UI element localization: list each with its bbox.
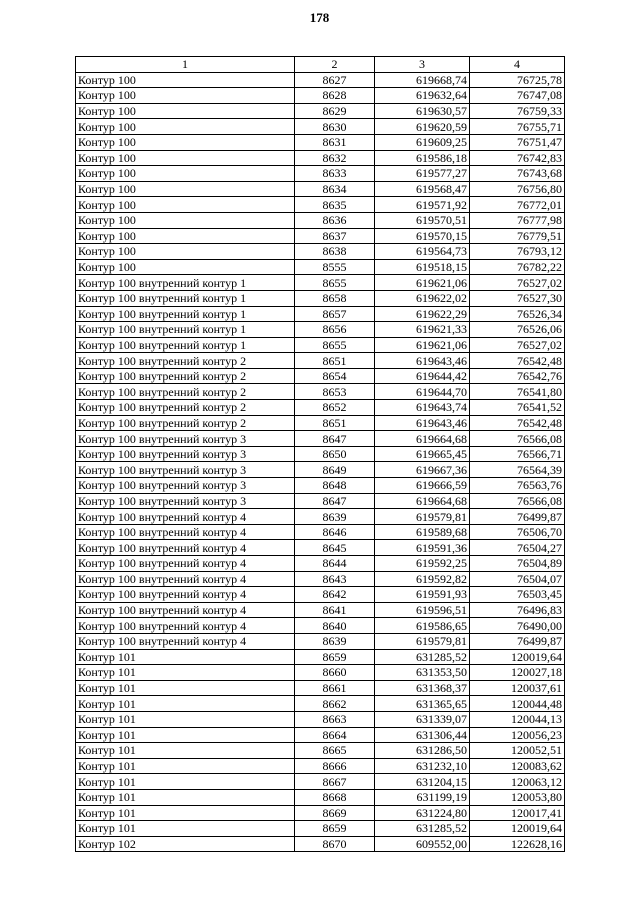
point-number-cell: 8633: [295, 166, 375, 182]
point-number-cell: 8668: [295, 789, 375, 805]
table-row: [76, 337, 565, 353]
contour-name-cell: Контур 102: [76, 836, 295, 852]
table-row: [76, 134, 565, 150]
point-number-cell: 8669: [295, 805, 375, 821]
coordinate-x-cell: 619632,64: [375, 88, 470, 104]
point-number-cell: 8646: [295, 524, 375, 540]
contour-name-cell: Контур 100 внутренний контур 3: [76, 431, 295, 447]
contour-name-cell: Контур 100: [76, 212, 295, 228]
coordinate-x-cell: 619621,06: [375, 275, 470, 291]
table-row: [76, 680, 565, 696]
table-row: [76, 244, 565, 260]
table-row: [76, 103, 565, 119]
contour-name-cell: Контур 100: [76, 197, 295, 213]
table-row: [76, 836, 565, 852]
coordinates-table: [75, 56, 565, 852]
coordinate-x-cell: 619620,59: [375, 119, 470, 135]
point-number-cell: 8650: [295, 446, 375, 462]
table-row: [76, 353, 565, 369]
contour-name-cell: Контур 100 внутренний контур 1: [76, 290, 295, 306]
contour-name-cell: Контур 100 внутренний контур 1: [76, 306, 295, 322]
contour-name-cell: Контур 100 внутренний контур 4: [76, 587, 295, 603]
point-number-cell: 8652: [295, 400, 375, 416]
point-number-cell: 8629: [295, 103, 375, 119]
coordinate-x-cell: 619664,68: [375, 493, 470, 509]
table-row: [76, 540, 565, 556]
coordinate-y-cell: 120037,61: [470, 680, 565, 696]
contour-name-cell: Контур 100 внутренний контур 1: [76, 275, 295, 291]
table-row: [76, 509, 565, 525]
coordinate-x-cell: 619579,81: [375, 509, 470, 525]
coordinate-x-cell: 619622,29: [375, 306, 470, 322]
coordinate-y-cell: 76793,12: [470, 244, 565, 260]
coordinate-x-cell: 619621,33: [375, 322, 470, 338]
column-header-3: 3: [375, 57, 470, 73]
point-number-cell: 8636: [295, 212, 375, 228]
contour-name-cell: Контур 100: [76, 134, 295, 150]
table-row: [76, 431, 565, 447]
point-number-cell: 8665: [295, 743, 375, 759]
table-row: [76, 462, 565, 478]
table-row: [76, 259, 565, 275]
contour-name-cell: Контур 100 внутренний контур 2: [76, 353, 295, 369]
coordinate-y-cell: 76779,51: [470, 228, 565, 244]
point-number-cell: 8642: [295, 587, 375, 603]
coordinate-y-cell: 76541,80: [470, 384, 565, 400]
table-row: [76, 88, 565, 104]
table-row: [76, 758, 565, 774]
contour-name-cell: Контур 100 внутренний контур 2: [76, 384, 295, 400]
contour-name-cell: Контур 100 внутренний контур 2: [76, 368, 295, 384]
table-row: [76, 618, 565, 634]
point-number-cell: 8659: [295, 821, 375, 837]
table-row: [76, 415, 565, 431]
coordinate-y-cell: 76542,48: [470, 415, 565, 431]
table-row: [76, 181, 565, 197]
coordinate-y-cell: 76527,02: [470, 275, 565, 291]
coordinate-x-cell: 619609,25: [375, 134, 470, 150]
point-number-cell: 8663: [295, 711, 375, 727]
point-number-cell: 8661: [295, 680, 375, 696]
coordinate-y-cell: 76725,78: [470, 72, 565, 88]
table-row: [76, 587, 565, 603]
point-number-cell: 8647: [295, 431, 375, 447]
point-number-cell: 8667: [295, 774, 375, 790]
contour-name-cell: Контур 101: [76, 680, 295, 696]
coordinate-x-cell: 631368,37: [375, 680, 470, 696]
coordinate-y-cell: 76506,70: [470, 524, 565, 540]
coordinate-y-cell: 76526,06: [470, 322, 565, 338]
table-row: [76, 633, 565, 649]
contour-name-cell: Контур 100 внутренний контур 3: [76, 446, 295, 462]
coordinate-y-cell: 76563,76: [470, 478, 565, 494]
point-number-cell: 8656: [295, 322, 375, 338]
contour-name-cell: Контур 101: [76, 758, 295, 774]
table-row: [76, 322, 565, 338]
point-number-cell: 8654: [295, 368, 375, 384]
coordinate-x-cell: 619518,15: [375, 259, 470, 275]
contour-name-cell: Контур 101: [76, 789, 295, 805]
table-row: [76, 446, 565, 462]
coordinate-y-cell: 76566,08: [470, 493, 565, 509]
table-row: [76, 711, 565, 727]
coordinate-y-cell: 76504,89: [470, 556, 565, 572]
contour-name-cell: Контур 100 внутренний контур 3: [76, 493, 295, 509]
coordinate-x-cell: 619571,92: [375, 197, 470, 213]
page-number: 178: [309, 10, 330, 25]
coordinate-x-cell: 631232,10: [375, 758, 470, 774]
contour-name-cell: Контур 101: [76, 727, 295, 743]
coordinate-x-cell: 619592,25: [375, 556, 470, 572]
point-number-cell: 8641: [295, 602, 375, 618]
coordinate-y-cell: 120053,80: [470, 789, 565, 805]
coordinate-y-cell: 76566,71: [470, 446, 565, 462]
point-number-cell: 8651: [295, 353, 375, 369]
contour-name-cell: Контур 100: [76, 103, 295, 119]
table-row: [76, 524, 565, 540]
coordinate-y-cell: 120019,64: [470, 649, 565, 665]
coordinate-x-cell: 619568,47: [375, 181, 470, 197]
contour-name-cell: Контур 100 внутренний контур 4: [76, 540, 295, 556]
point-number-cell: 8649: [295, 462, 375, 478]
contour-name-cell: Контур 100: [76, 181, 295, 197]
point-number-cell: 8662: [295, 696, 375, 712]
coordinate-x-cell: 619591,36: [375, 540, 470, 556]
point-number-cell: 8647: [295, 493, 375, 509]
point-number-cell: 8628: [295, 88, 375, 104]
coordinate-x-cell: 619589,68: [375, 524, 470, 540]
coordinate-x-cell: 619592,82: [375, 571, 470, 587]
coordinate-x-cell: 619570,15: [375, 228, 470, 244]
coordinate-x-cell: 631199,19: [375, 789, 470, 805]
coordinate-y-cell: 122628,16: [470, 836, 565, 852]
point-number-cell: 8655: [295, 275, 375, 291]
coordinate-y-cell: 76777,98: [470, 212, 565, 228]
point-number-cell: 8632: [295, 150, 375, 166]
coordinate-y-cell: 76504,07: [470, 571, 565, 587]
point-number-cell: 8640: [295, 618, 375, 634]
coordinate-y-cell: 76499,87: [470, 633, 565, 649]
contour-name-cell: Контур 101: [76, 774, 295, 790]
point-number-cell: 8648: [295, 478, 375, 494]
contour-name-cell: Контур 101: [76, 711, 295, 727]
coordinate-x-cell: 631285,52: [375, 649, 470, 665]
table-row: [76, 275, 565, 291]
coordinate-x-cell: 609552,00: [375, 836, 470, 852]
point-number-cell: 8645: [295, 540, 375, 556]
coordinate-x-cell: 631285,52: [375, 821, 470, 837]
point-number-cell: 8657: [295, 306, 375, 322]
coordinate-x-cell: 619579,81: [375, 633, 470, 649]
coordinate-y-cell: 76490,00: [470, 618, 565, 634]
coordinate-y-cell: 76742,83: [470, 150, 565, 166]
contour-name-cell: Контур 100 внутренний контур 2: [76, 415, 295, 431]
coordinate-x-cell: 619586,18: [375, 150, 470, 166]
contour-name-cell: Контур 100 внутренний контур 4: [76, 524, 295, 540]
table-row: [76, 368, 565, 384]
point-number-cell: 8630: [295, 119, 375, 135]
table-row: [76, 571, 565, 587]
table-header: [76, 57, 565, 73]
table-row: [76, 789, 565, 805]
point-number-cell: 8670: [295, 836, 375, 852]
contour-name-cell: Контур 101: [76, 696, 295, 712]
table-row: [76, 72, 565, 88]
contour-name-cell: Контур 100: [76, 88, 295, 104]
coordinate-y-cell: 120083,62: [470, 758, 565, 774]
contour-name-cell: Контур 101: [76, 665, 295, 681]
coordinate-x-cell: 619596,51: [375, 602, 470, 618]
table-row: [76, 119, 565, 135]
coordinate-x-cell: 619643,74: [375, 400, 470, 416]
coordinate-y-cell: 76564,39: [470, 462, 565, 478]
point-number-cell: 8643: [295, 571, 375, 587]
contour-name-cell: Контур 100: [76, 150, 295, 166]
table-row: [76, 743, 565, 759]
point-number-cell: 8638: [295, 244, 375, 260]
coordinate-y-cell: 76503,45: [470, 587, 565, 603]
table-row: [76, 166, 565, 182]
contour-name-cell: Контур 100: [76, 166, 295, 182]
header-row: [76, 57, 565, 73]
coordinate-x-cell: 619570,51: [375, 212, 470, 228]
point-number-cell: 8653: [295, 384, 375, 400]
point-number-cell: 8639: [295, 509, 375, 525]
coordinate-y-cell: 120019,64: [470, 821, 565, 837]
table-row: [76, 727, 565, 743]
contour-name-cell: Контур 100: [76, 244, 295, 260]
column-header-2: 2: [295, 57, 375, 73]
coordinate-x-cell: 619643,46: [375, 353, 470, 369]
point-number-cell: 8627: [295, 72, 375, 88]
contour-name-cell: Контур 100: [76, 259, 295, 275]
contour-name-cell: Контур 100 внутренний контур 3: [76, 478, 295, 494]
contour-name-cell: Контур 101: [76, 805, 295, 821]
contour-name-cell: Контур 101: [76, 821, 295, 837]
coordinate-x-cell: 631306,44: [375, 727, 470, 743]
table-row: [76, 774, 565, 790]
point-number-cell: 8644: [295, 556, 375, 572]
coordinate-y-cell: 76747,08: [470, 88, 565, 104]
coordinate-x-cell: 619621,06: [375, 337, 470, 353]
table-row: [76, 556, 565, 572]
contour-name-cell: Контур 100 внутренний контур 4: [76, 509, 295, 525]
coordinate-y-cell: 76496,83: [470, 602, 565, 618]
point-number-cell: 8659: [295, 649, 375, 665]
point-number-cell: 8655: [295, 337, 375, 353]
table-row: [76, 228, 565, 244]
coordinate-y-cell: 76751,47: [470, 134, 565, 150]
table-row: [76, 493, 565, 509]
coordinate-y-cell: 76542,76: [470, 368, 565, 384]
coordinate-y-cell: 76542,48: [470, 353, 565, 369]
contour-name-cell: Контур 100: [76, 72, 295, 88]
coordinate-y-cell: 76743,68: [470, 166, 565, 182]
coordinate-y-cell: 76541,52: [470, 400, 565, 416]
table-row: [76, 197, 565, 213]
coordinate-x-cell: 631339,07: [375, 711, 470, 727]
table-row: [76, 400, 565, 416]
contour-name-cell: Контур 100 внутренний контур 3: [76, 462, 295, 478]
contour-name-cell: Контур 100 внутренний контур 1: [76, 337, 295, 353]
coordinate-x-cell: 619643,46: [375, 415, 470, 431]
coordinate-x-cell: 619622,02: [375, 290, 470, 306]
table-row: [76, 696, 565, 712]
contour-name-cell: Контур 100 внутренний контур 4: [76, 633, 295, 649]
coordinate-x-cell: 631353,50: [375, 665, 470, 681]
coordinate-x-cell: 619586,65: [375, 618, 470, 634]
coordinate-x-cell: 619667,36: [375, 462, 470, 478]
point-number-cell: 8634: [295, 181, 375, 197]
table-row: [76, 150, 565, 166]
column-header-4: 4: [470, 57, 565, 73]
coordinate-y-cell: 120044,48: [470, 696, 565, 712]
point-number-cell: 8635: [295, 197, 375, 213]
coordinate-y-cell: 76504,27: [470, 540, 565, 556]
table-row: [76, 478, 565, 494]
point-number-cell: 8660: [295, 665, 375, 681]
coordinate-x-cell: 619577,27: [375, 166, 470, 182]
table-row: [76, 306, 565, 322]
contour-name-cell: Контур 100 внутренний контур 4: [76, 571, 295, 587]
coordinate-x-cell: 619644,70: [375, 384, 470, 400]
coordinate-y-cell: 76527,02: [470, 337, 565, 353]
coordinate-x-cell: 619630,57: [375, 103, 470, 119]
coordinate-y-cell: 76499,87: [470, 509, 565, 525]
contour-name-cell: Контур 100 внутренний контур 4: [76, 618, 295, 634]
coordinate-y-cell: 76526,34: [470, 306, 565, 322]
table-row: [76, 602, 565, 618]
point-number-cell: 8637: [295, 228, 375, 244]
coordinate-y-cell: 120017,41: [470, 805, 565, 821]
table-row: [76, 290, 565, 306]
table-row: [76, 665, 565, 681]
coordinate-y-cell: 120044,13: [470, 711, 565, 727]
coordinate-x-cell: 631286,50: [375, 743, 470, 759]
coordinate-y-cell: 76566,08: [470, 431, 565, 447]
contour-name-cell: Контур 101: [76, 743, 295, 759]
coordinate-x-cell: 619668,74: [375, 72, 470, 88]
coordinate-x-cell: 619644,42: [375, 368, 470, 384]
coordinate-x-cell: 619664,68: [375, 431, 470, 447]
table-row: [76, 805, 565, 821]
coordinate-x-cell: 619666,59: [375, 478, 470, 494]
coordinate-y-cell: 76756,80: [470, 181, 565, 197]
point-number-cell: 8651: [295, 415, 375, 431]
coordinate-x-cell: 619564,73: [375, 244, 470, 260]
coordinate-y-cell: 76755,71: [470, 119, 565, 135]
coordinate-y-cell: 76772,01: [470, 197, 565, 213]
coordinate-y-cell: 76759,33: [470, 103, 565, 119]
table-row: [76, 384, 565, 400]
column-header-1: 1: [76, 57, 295, 73]
point-number-cell: 8555: [295, 259, 375, 275]
coordinate-y-cell: 76782,22: [470, 259, 565, 275]
coordinate-x-cell: 631365,65: [375, 696, 470, 712]
contour-name-cell: Контур 100 внутренний контур 2: [76, 400, 295, 416]
table-body: [76, 72, 565, 852]
table-row: [76, 821, 565, 837]
coordinate-x-cell: 619665,45: [375, 446, 470, 462]
contour-name-cell: Контур 100 внутренний контур 4: [76, 556, 295, 572]
coordinate-x-cell: 631204,15: [375, 774, 470, 790]
coordinate-x-cell: 619591,93: [375, 587, 470, 603]
coordinate-y-cell: 120027,18: [470, 665, 565, 681]
coordinate-y-cell: 120063,12: [470, 774, 565, 790]
point-number-cell: 8639: [295, 633, 375, 649]
contour-name-cell: Контур 100 внутренний контур 4: [76, 602, 295, 618]
table-row: [76, 649, 565, 665]
contour-name-cell: Контур 100: [76, 119, 295, 135]
table-row: [76, 212, 565, 228]
point-number-cell: 8658: [295, 290, 375, 306]
coordinate-y-cell: 76527,30: [470, 290, 565, 306]
coordinate-x-cell: 631224,80: [375, 805, 470, 821]
contour-name-cell: Контур 101: [76, 649, 295, 665]
contour-name-cell: Контур 100 внутренний контур 1: [76, 322, 295, 338]
point-number-cell: 8666: [295, 758, 375, 774]
point-number-cell: 8631: [295, 134, 375, 150]
point-number-cell: 8664: [295, 727, 375, 743]
coordinate-y-cell: 120052,51: [470, 743, 565, 759]
contour-name-cell: Контур 100: [76, 228, 295, 244]
coordinate-y-cell: 120056,23: [470, 727, 565, 743]
